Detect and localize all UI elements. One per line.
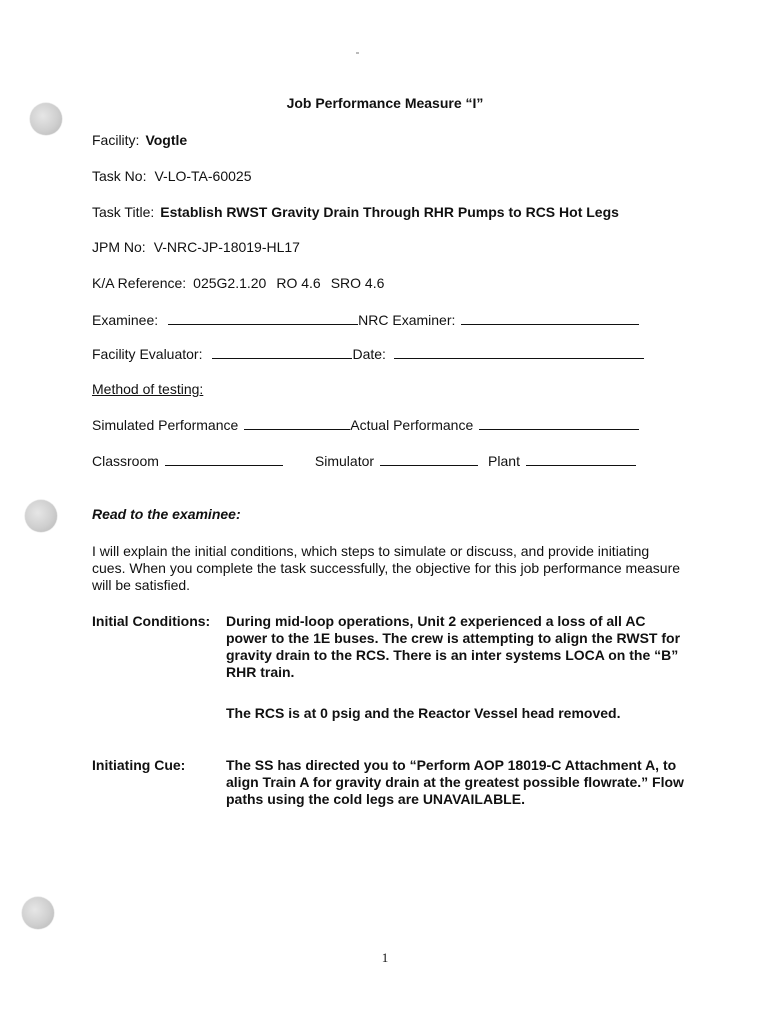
punch-hole-middle [25, 500, 57, 532]
task-title-label: Task Title: [92, 204, 155, 220]
facility-evaluator-label: Facility Evaluator: [92, 346, 203, 362]
setting-row [92, 453, 636, 469]
date-label: Date: [352, 346, 386, 362]
task-title-row [92, 204, 619, 220]
simulated-performance-field[interactable] [244, 417, 350, 430]
method-row [92, 381, 203, 397]
examinee-field[interactable] [168, 312, 358, 325]
nrc-examiner-label: NRC Examiner: [358, 312, 456, 328]
instructions-paragraph: I will explain the initial conditions, which steps to simulate or discuss, and provide initiating cues. When you complete the task successfully, the objective for this job performance measure will be satisfied. [92, 543, 681, 593]
ka-reference-value: 025G2.1.20 [193, 275, 267, 291]
classroom-label: Classroom [92, 453, 159, 469]
simulated-performance-label: Simulated Performance [92, 417, 239, 433]
facility-evaluator-field[interactable] [212, 346, 352, 359]
simulator-label: Simulator [314, 453, 375, 469]
date-field[interactable] [394, 346, 644, 359]
read-to-examinee-heading: Read to the examinee: [92, 506, 241, 522]
plant-field[interactable] [526, 453, 636, 466]
jpm-no-row [92, 239, 300, 255]
facility-value: Vogtle [145, 132, 188, 148]
task-no-value: V-LO-TA-60025 [154, 168, 252, 184]
page-title: Job Performance Measure “I” [286, 95, 484, 111]
initial-conditions-text-2: The RCS is at 0 psig and the Reactor Vessel head removed. [226, 705, 621, 721]
sro-rating: SRO 4.6 [330, 275, 385, 291]
facility-label: Facility: [92, 132, 140, 148]
examinee-label: Examinee: [92, 312, 159, 328]
initiating-cue-text: The SS has directed you to “Perform AOP 18019-C Attachment A, to align Train A for gravity drain at the greatest possible flowrate.” Flow paths using the cold legs are UNAVAILABLE. [226, 757, 684, 807]
scan-speck [356, 52, 359, 54]
classroom-field[interactable] [165, 453, 283, 466]
task-no-row [92, 168, 251, 184]
task-no-label: Task No: [92, 168, 147, 184]
task-title-value: Establish RWST Gravity Drain Through RHR Pumps to RCS Hot Legs [160, 204, 619, 220]
jpm-no-value: V-NRC-JP-18019-HL17 [153, 239, 300, 255]
initial-conditions-text: During mid-loop operations, Unit 2 experienced a loss of all AC power to the 1E buses. The crew is attempting to align the RWST for gravity drain to the RCS. There is an inter systems LOCA on the “B” RHR train. [226, 613, 681, 680]
actual-performance-field[interactable] [479, 417, 639, 430]
actual-performance-label: Actual Performance [350, 417, 474, 433]
ka-reference-row [92, 275, 384, 291]
plant-label: Plant [488, 453, 520, 469]
performance-row [92, 417, 639, 433]
facility-row [92, 132, 187, 148]
ka-reference-label: K/A Reference: [92, 275, 187, 291]
initial-conditions-label: Initial Conditions: [92, 613, 211, 629]
jpm-no-label: JPM No: [92, 239, 146, 255]
ro-rating: RO 4.6 [276, 275, 321, 291]
evaluator-row [92, 346, 644, 362]
simulator-field[interactable] [380, 453, 478, 466]
initiating-cue-label: Initiating Cue: [92, 757, 186, 773]
method-of-testing-label: Method of testing: [92, 381, 204, 397]
examinee-row [92, 312, 639, 328]
page-number: 1 [381, 950, 389, 965]
punch-hole-bottom [22, 897, 54, 929]
nrc-examiner-field[interactable] [461, 312, 639, 325]
